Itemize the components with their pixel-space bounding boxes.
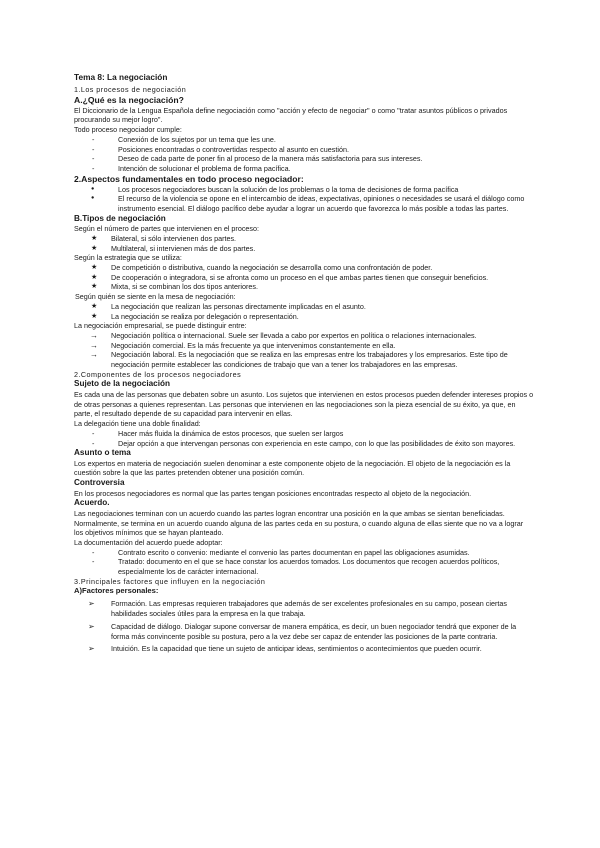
section-heading: 1.Los procesos de negociación — [74, 85, 187, 94]
subsection-heading: Sujeto de la negociación — [74, 379, 170, 389]
section-heading: 3.Principales factores que influyen en la negociación — [74, 576, 266, 586]
bullet-list — [74, 429, 534, 448]
bullet-list — [74, 234, 534, 253]
subsection-heading: Acuerdo. — [74, 498, 110, 508]
list-item: - Deseo de cada parte de poner fin al proceso de la manera más satisfactoria para sus intereses. — [74, 154, 534, 164]
list-item: ★ De cooperación o integradora, si se afronta como un proceso en el que ambas partes tienen que conseguir beneficios. — [74, 273, 534, 283]
document-content — [74, 72, 534, 657]
list-item: ➢ Formación. Las empresas requieren trabajadores que además de ser excelentes profesionales en su campo, posean ciertas habilidades sociales útiles para la empresa en la que trabaja. — [74, 599, 534, 618]
paragraph: La negociación empresarial, se puede distinguir entre: — [74, 321, 247, 331]
list-item: ★ Mixta, si se combinan los dos tipos anteriores. — [74, 282, 534, 292]
subsection-heading: Controversia — [74, 478, 125, 488]
list-item: ➢ Intuición. Es la capacidad que tiene un sujeto de anticipar ideas, sentimientos o acontecimientos que pueden ocurrir. — [74, 644, 534, 654]
bullet-list — [74, 302, 534, 321]
bullet-list — [74, 599, 534, 654]
paragraph: La delegación tiene una doble finalidad: — [74, 419, 201, 429]
bullet-list — [74, 263, 534, 292]
section-heading: 2.Componentes de los procesos negociadores — [74, 369, 242, 379]
document-title: Tema 8: La negociación — [74, 72, 168, 82]
list-item: ➢ Capacidad de diálogo. Dialogar supone conversar de manera empática, es decir, un buen negociador tendrá que exponer de la forma más convincente posible su postura, pero a la vez debe ser capaz de entender las posiciones de la parte contraria. — [74, 622, 534, 641]
list-item: - Intención de solucionar el problema de forma pacífica. — [74, 164, 534, 174]
paragraph: Todo proceso negociador cumple: — [74, 125, 182, 135]
list-item: → Negociación comercial. Es la más frecuente ya que intervenimos constantemente en ella. — [74, 341, 534, 351]
section-heading: 2.Aspectos fundamentales en todo proceso negociador: — [74, 173, 304, 184]
bullet-list — [74, 548, 534, 577]
paragraph: Según la estrategia que se utiliza: — [74, 253, 182, 263]
list-item: ★ De competición o distributiva, cuando la negociación se desarrolla como una confrontación de poder. — [74, 263, 534, 273]
subsection-heading: A)Factores personales: — [74, 586, 159, 596]
list-item: - Tratado: documento en el que se hace constar los acuerdos tomados. Los documentos que recogen acuerdos políticos, especialmente los de carácter internacional. — [74, 557, 534, 576]
bullet-list — [74, 135, 534, 174]
paragraph: Los expertos en materia de negociación suelen denominar a este componente objeto de la negociación. El objeto de la negociación es la cuestión sobre la que las partes pretenden obtener una posición común. — [74, 458, 511, 478]
list-item: ★ La negociación que realizan las personas directamente implicadas en el asunto. — [74, 302, 534, 312]
list-item: → Negociación política o internacional. Suele ser llevada a cabo por expertos en política o relaciones internacionales. — [74, 331, 534, 341]
bullet-list — [74, 331, 534, 370]
paragraph: La documentación del acuerdo puede adoptar: — [74, 537, 223, 547]
section-heading: B.Tipos de negociación — [74, 213, 166, 223]
bullet-list — [74, 185, 534, 214]
paragraph: Según quién se siente en la mesa de negociación: — [75, 292, 236, 302]
list-item: ● El recurso de la violencia se opone en el intercambio de ideas, expectativas, opiniones o necesidades se usará el diálogo como instrumento esencial. El diálogo pacífico debe ayudar a lograr un acuerdo que favorezca lo más posible a todas las partes. — [74, 194, 534, 213]
list-item: - Hacer más fluida la dinámica de estos procesos, que suelen ser largos — [74, 429, 534, 439]
list-item: - Contrato escrito o convenio: mediante el convenio las partes documentan en papel las obligaciones asumidas. — [74, 548, 534, 558]
subsection-heading: Asunto o tema — [74, 448, 131, 458]
list-item: - Conexión de los sujetos por un tema que les une. — [74, 135, 534, 145]
list-item: - Dejar opción a que intervengan personas con experiencia en este campo, con lo que las posibilidades de éxito son mayores. — [74, 439, 534, 449]
list-item: → Negociación laboral. Es la negociación que se realiza en las empresas entre los trabajadores y los empresarios. Este tipo de negociación permite establecer las condiciones de trabajo que van a tener los trabajadores en las empresas. — [74, 350, 534, 369]
list-item: ★ La negociación se realiza por delegación o representación. — [74, 312, 534, 322]
section-heading: A.¿Qué es la negociación? — [74, 94, 184, 105]
list-item: ★ Multilateral, si intervienen más de dos partes. — [74, 244, 534, 254]
paragraph: Es cada una de las personas que debaten sobre un asunto. Los sujetos que intervienen en estos procesos pueden defender intereses propios o de otras personas a quienes representan. Las personas que intervienen en las negociaciones son la pieza esencial de su éxito, ya que, en parte, el resultado depende de su capacidad para intervenir en ellas. — [74, 389, 534, 419]
list-item: ★ Bilateral, si sólo intervienen dos partes. — [74, 234, 534, 244]
paragraph: Según el número de partes que intervienen en el proceso: — [74, 224, 260, 234]
list-item: ● Los procesos negociadores buscan la solución de los problemas o la toma de decisiones de forma pacífica — [74, 185, 534, 195]
paragraph: El Diccionario de la Lengua Española define negociación como "acción y efecto de negociar" o como "tratar asuntos públicos o privados procurando su mejor logro". — [74, 105, 508, 125]
list-item: - Posiciones encontradas o controvertidas respecto al asunto en cuestión. — [74, 145, 534, 155]
paragraph: En los procesos negociadores es normal que las partes tengan posiciones encontradas respecto al objeto de la negociación. — [74, 488, 472, 498]
paragraph: Las negociaciones terminan con un acuerdo cuando las partes logran encontrar una posición en la que ambas se sientan beneficiadas. Normalmente, se termina en un acuerdo cuando alguna de las partes ceda en su postura, o cuando alguna de ellas siente que no va a lograr los objetivos mínimos que se hayan planteado. — [74, 508, 524, 538]
